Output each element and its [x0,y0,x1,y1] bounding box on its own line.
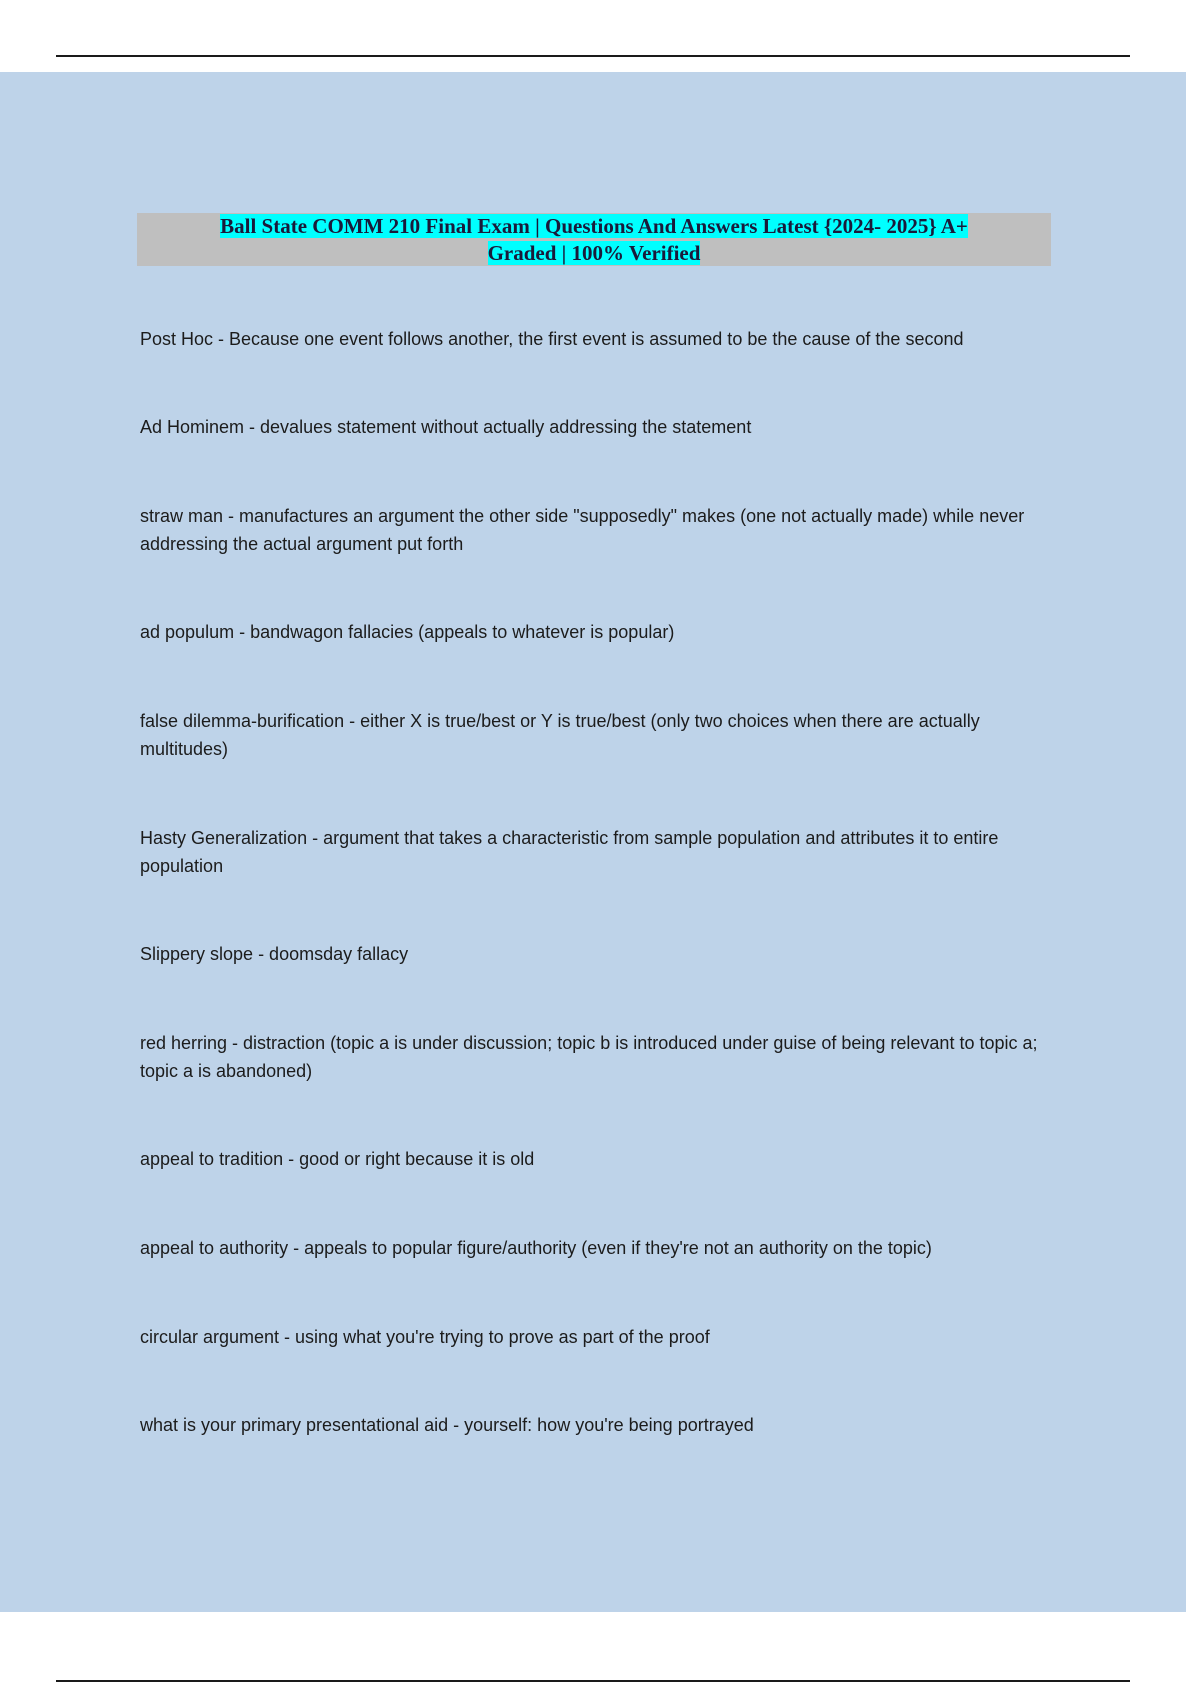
document-title [137,213,1051,266]
bottom-rule [56,1680,1130,1682]
title-line-1: Ball State COMM 210 Final Exam | Questions And Answers Latest {2024- 2025} A+ [220,214,968,238]
list-item: appeal to tradition - good or right because it is old [140,1149,535,1169]
list-item: Slippery slope - doomsday fallacy [140,944,409,964]
list-item: red herring - distraction (topic a is under discussion; topic b is introduced under guise of being relevant to topic a; topic a is abandoned) [140,1033,1038,1081]
list-item: false dilemma-burification - either X is true/best or Y is true/best (only two choices when there are actually multitudes) [140,711,980,759]
list-item: straw man - manufactures an argument the other side "supposedly" makes (one not actually made) while never addressing the actual argument put forth [140,506,1025,554]
list-item: appeal to authority - appeals to popular figure/authority (even if they're not an authority on the topic) [140,1238,932,1258]
list-item: ad populum - bandwagon fallacies (appeals to whatever is popular) [140,622,675,642]
list-item: what is your primary presentational aid - yourself: how you're being portrayed [140,1415,754,1435]
list-item: Hasty Generalization - argument that takes a characteristic from sample population and attributes it to entire population [140,828,999,876]
title-line-2: Graded | 100% Verified [487,241,701,265]
list-item: Ad Hominem - devalues statement without actually addressing the statement [140,417,752,437]
list-item: circular argument - using what you're trying to prove as part of the proof [140,1327,710,1347]
list-item: Post Hoc - Because one event follows another, the first event is assumed to be the cause of the second [140,329,964,349]
top-rule [56,55,1130,57]
